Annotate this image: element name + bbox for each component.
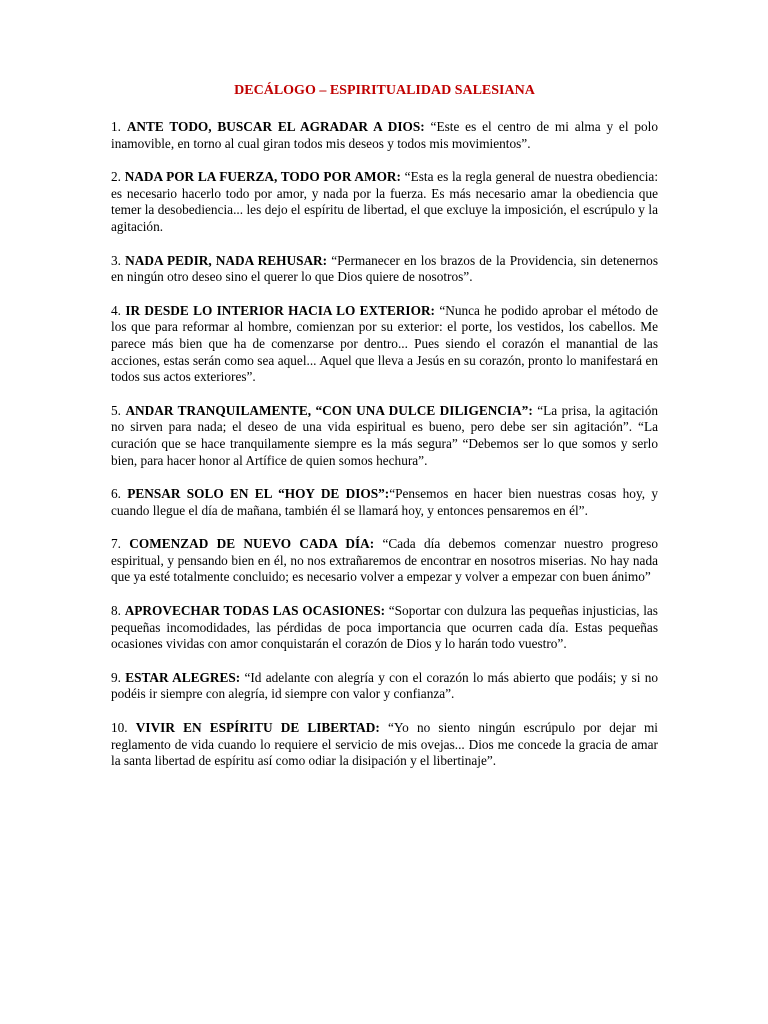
- item-heading: NADA PEDIR, NADA REHUSAR:: [125, 252, 328, 268]
- document-page: [111, 82, 658, 787]
- item-heading: IR DESDE LO INTERIOR HACIA LO EXTERIOR:: [125, 302, 435, 318]
- decalogue-item-2: [111, 169, 658, 235]
- item-number: 5.: [111, 402, 121, 418]
- item-text: “Esta es la regla general de nuestra obediencia: es necesario hacerlo todo por amor, y nada por la fuerza. Es más necesario amar la obediencia que temer la desobediencia... les dejo el espíritu de libertad, el que excluye la imposición, el escrúpulo y la agitación.: [111, 169, 659, 234]
- decalogue-item-8: [111, 603, 658, 653]
- item-number: 1.: [111, 119, 121, 134]
- decalogue-item-6: [111, 486, 658, 519]
- item-heading: VIVIR EN ESPÍRITU DE LIBERTAD:: [135, 720, 380, 736]
- decalogue-item-1: [111, 119, 658, 152]
- item-heading: ANTE TODO, BUSCAR EL AGRADAR A DIOS:: [126, 119, 425, 134]
- item-text: “Este es el centro de mi alma y el polo inamovible, en torno al cual giran todos mis deseos y todos mis movimientos”.: [111, 119, 659, 151]
- decalogue-item-10: [111, 720, 658, 770]
- item-number: 2.: [111, 169, 121, 185]
- decalogue-item-7: [111, 536, 658, 586]
- decalogue-item-4: [111, 303, 658, 386]
- item-heading: ANDAR TRANQUILAMENTE, “CON UNA DULCE DILIGENCIA”:: [125, 402, 533, 418]
- item-heading: ESTAR ALEGRES:: [125, 669, 241, 685]
- item-text: “Yo no siento ningún escrúpulo por dejar mi reglamento de vida cuando lo requiere el servicio de mis ovejas... Dios me concede la gracia de amar la santa libertad de espíritu así como odiar la disipación y el libertinaje”.: [111, 720, 658, 769]
- item-text: “La prisa, la agitación no sirven para nada; el deseo de una vida espiritual es bueno, pero debe ser sin agitación”. “La curación que se hace tranquilamente siempre es la más segura” “Debemos ser lo que somos y serlo bien, para hacer honor al Artífice de quien somos hechura”.: [111, 402, 659, 468]
- item-number: 7.: [111, 536, 121, 552]
- item-heading: COMENZAD DE NUEVO CADA DÍA:: [129, 536, 375, 552]
- item-number: 10.: [111, 720, 128, 736]
- item-number: 8.: [111, 603, 121, 619]
- document-title: DECÁLOGO – ESPIRITUALIDAD SALESIANA: [234, 83, 535, 98]
- item-text: “Permanecer en los brazos de la Providencia, sin detenernos en ningún otro deseo sino el querer lo que Dios quiere de nosotros”.: [111, 252, 658, 285]
- decalogue-item-5: [111, 403, 658, 469]
- item-number: 3.: [111, 252, 121, 268]
- decalogue-item-3: [111, 253, 658, 286]
- item-text: “Pensemos en hacer bien nuestras cosas hoy, y cuando llegue el día de mañana, también él se llamará hoy, y entonces pensaremos en él”.: [111, 486, 658, 518]
- item-heading: PENSAR SOLO EN EL “HOY DE DIOS”:: [127, 486, 390, 502]
- item-heading: NADA POR LA FUERZA, TODO POR AMOR:: [124, 169, 401, 185]
- item-text: “Soportar con dulzura las pequeñas injusticias, las pequeñas incomodidades, las pérdidas de poca importancia que ocurren cada día. Estas pequeñas ocasiones vividas con amor conquistarán el corazón de Dios y lo harán todo vuestro”.: [111, 603, 658, 652]
- item-heading: APROVECHAR TODAS LAS OCASIONES:: [124, 603, 386, 619]
- item-text: “Nunca he podido aprobar el método de los que para reformar al hombre, comienzan por su exterior: el porte, los vestidos, los cabellos. Me parece más bien que ha de comenzarse por dentro... Pues siendo el corazón el manantial de las acciones, estas serán como sea aquel... Aquel que lleva a Jesús en su corazón, pronto lo manifestará en todos sus actos exteriores”.: [111, 302, 658, 385]
- item-number: 9.: [111, 669, 121, 685]
- item-text: “Id adelante con alegría y con el corazón lo más abierto que podáis; y si no podéis ir siempre con alegría, id siempre con valor y confianza”.: [111, 669, 659, 702]
- decalogue-item-9: [111, 670, 658, 703]
- item-text: “Cada día debemos comenzar nuestro progreso espiritual, y pensando bien en él, no nos extrañaremos de encontrar en nosotros miserias. No hay nada que ya esté totalmente concluido; es necesario volver a empezar y volver a empezar con buen ánimo”: [111, 536, 658, 585]
- item-number: 4.: [111, 302, 121, 318]
- item-number: 6.: [111, 486, 121, 502]
